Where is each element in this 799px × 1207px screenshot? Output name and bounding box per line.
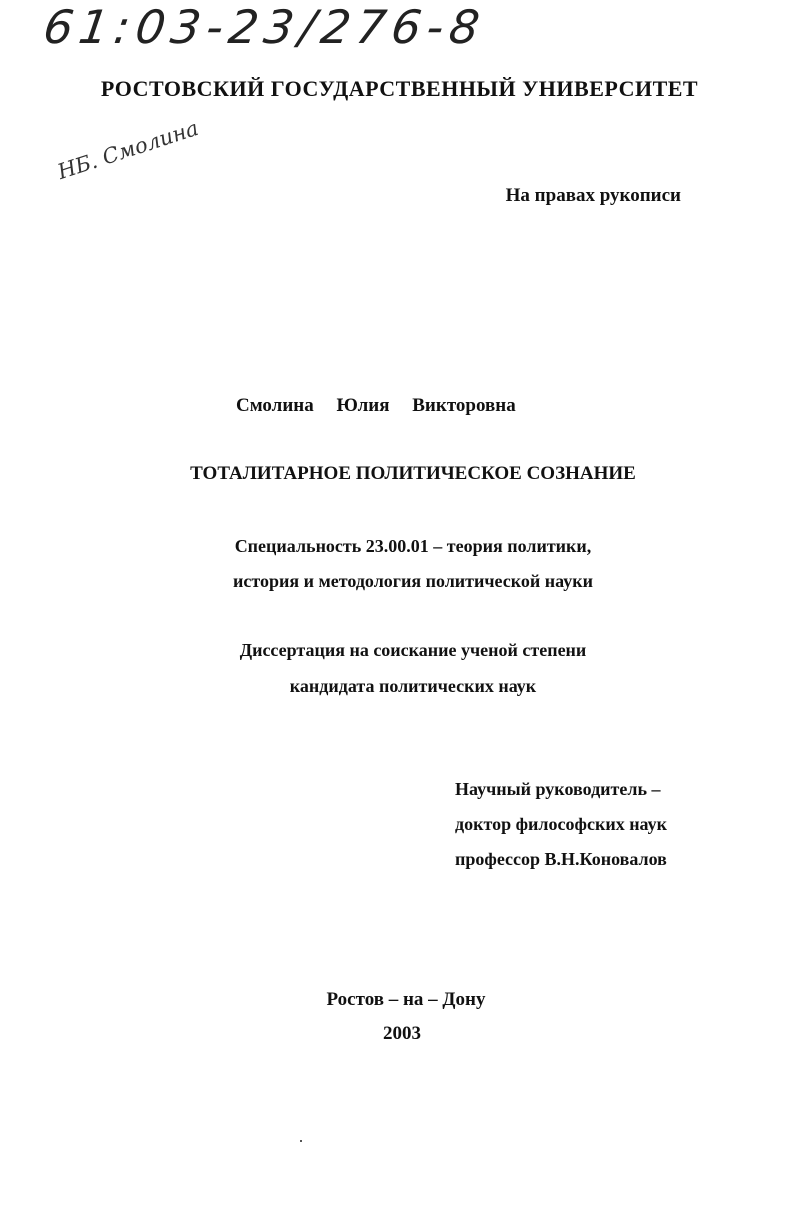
degree-line-1: Диссертация на соискание ученой степени — [239, 640, 587, 660]
manuscript-rights-label: На правах рукописи — [505, 185, 681, 206]
year: 2003 — [383, 1023, 421, 1044]
degree-line-2: кандидата политических наук — [289, 676, 537, 696]
scan-speck — [300, 1140, 302, 1142]
author-name: Смолина Юлия Викторовна — [236, 395, 516, 416]
university-name: РОСТОВСКИЙ ГОСУДАРСТВЕННЫЙ УНИВЕРСИТЕТ — [100, 76, 699, 101]
city: Ростов – на – Дону — [326, 989, 486, 1010]
specialty-line-2: история и методология политической науки — [233, 571, 593, 591]
dissertation-title: ТОТАЛИТАРНОЕ ПОЛИТИЧЕСКОЕ СОЗНАНИЕ — [190, 463, 636, 484]
supervisor-name: профессор В.Н.Коновалов — [455, 849, 667, 869]
supervisor-role: Научный руководитель – — [455, 779, 661, 799]
supervisor-degree: доктор философских наук — [455, 814, 668, 834]
specialty-line-1: Специальность 23.00.01 – теория политики, — [234, 536, 592, 556]
handwritten-note: НБ. Смолина — [54, 115, 202, 184]
handwritten-catalog-number: 61:03-23/276-8 — [40, 0, 489, 54]
